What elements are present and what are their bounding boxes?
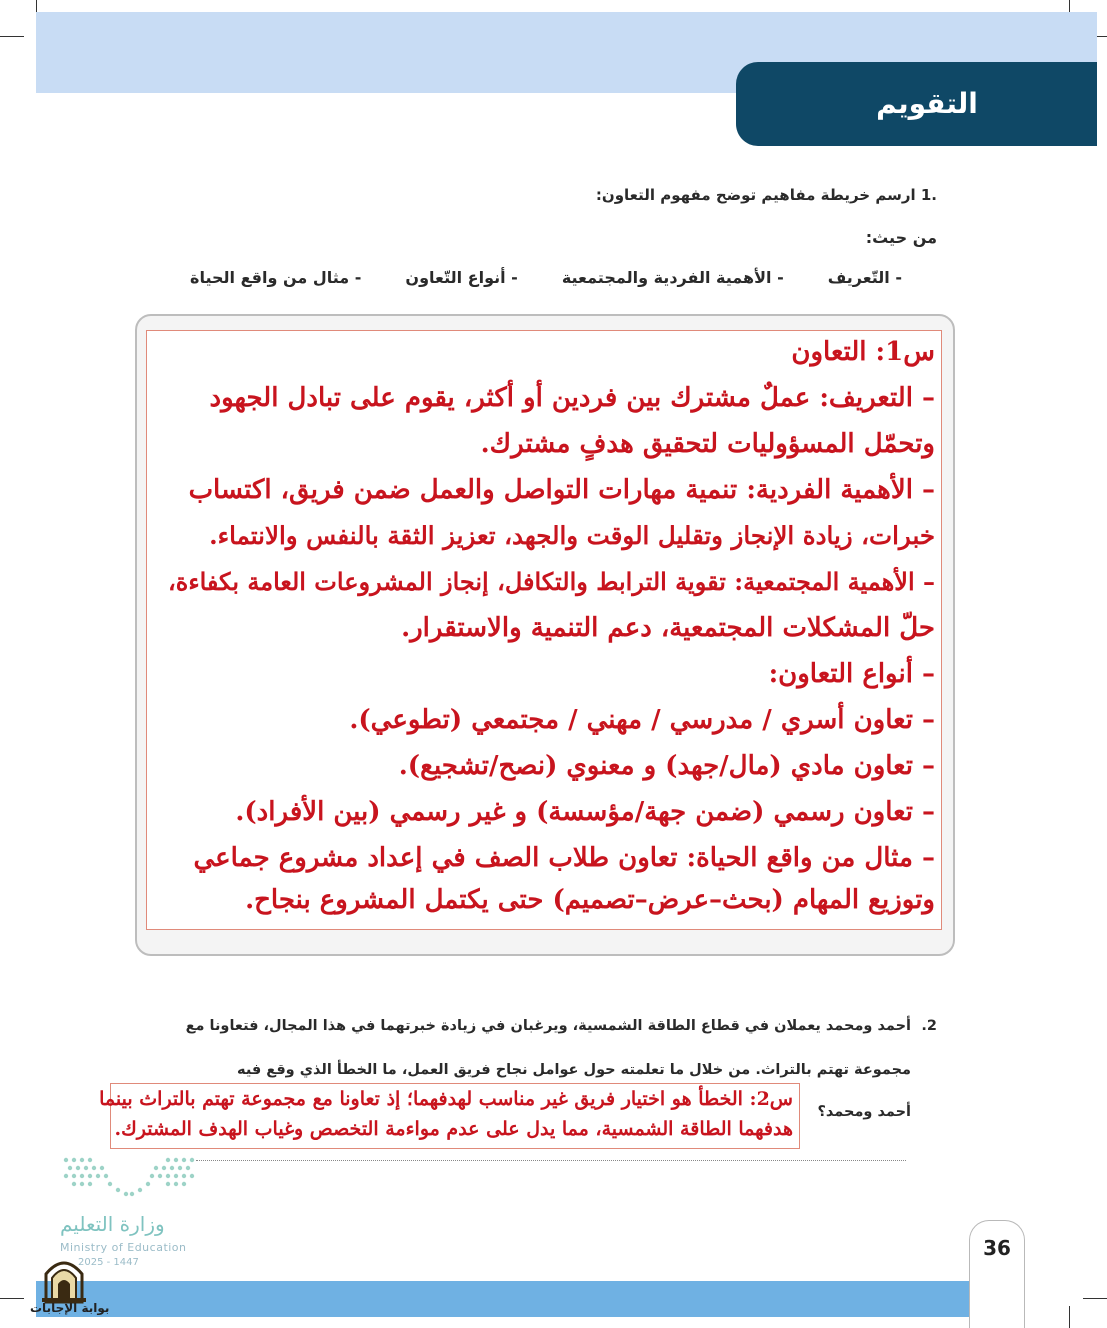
answer-line: حلّ المشكلات المجتمعية، دعم التنمية والاستقرار.: [401, 613, 935, 643]
title-tab: [736, 62, 1097, 146]
answer-line: خبرات، زيادة الإنجاز وتقليل الوقت والجهد، تعزيز الثقة بالنفس والانتماء.: [209, 521, 935, 550]
page-number: 36: [983, 1236, 1011, 1260]
question-1-text: .1 ارسم خريطة مفاهيم توضح مفهوم التعاون:: [595, 186, 937, 204]
ministry-name-english: Ministry of Education: [60, 1241, 187, 1254]
answer-line: س2: الخطأ هو اختيار فريق غير مناسب لهدفهما؛ إذ تعاونا مع مجموعة تهتم بالتراث بينما: [99, 1088, 793, 1110]
criteria-item: - التّعريف: [827, 268, 902, 287]
crop-mark: [1069, 1306, 1070, 1328]
answer-line: س1: التعاون: [791, 337, 935, 367]
ministry-logo-icon: [60, 1152, 200, 1202]
portal-logo-icon: [40, 1254, 88, 1304]
answer-line: – الأهمية الفردية: تنمية مهارات التواصل والعمل ضمن فريق، اكتساب: [188, 475, 935, 505]
answer-line: – تعاون أسري / مدرسي / مهني / مجتمعي (تطوعي).: [349, 705, 935, 735]
answer-line: – الأهمية المجتمعية: تقوية الترابط والتكافل، إنجاز المشروعات العامة بكفاءة،: [168, 567, 935, 596]
answer-line: – أنواع التعاون:: [768, 659, 935, 689]
answer-line: وتحمّل المسؤوليات لتحقيق هدفٍ مشترك.: [480, 429, 935, 459]
answer-line: – تعاون مادي (مال/جهد) و معنوي (نصح/تشجيع).: [398, 751, 935, 781]
ministry-year: 2025 - 1447: [78, 1257, 139, 1268]
answer-2-box: [99, 1083, 800, 1149]
answer-line: هدفهما الطاقة الشمسية، مما يدل على عدم مواءمة التخصص وغياب الهدف المشترك.: [114, 1118, 793, 1140]
crop-mark: [1083, 1298, 1107, 1299]
page-title: التقويم: [876, 87, 978, 120]
question-1-criteria: [190, 268, 902, 287]
answer-line: – مثال من واقع الحياة: تعاون طلاب الصف في إعداد مشروع جماعي: [193, 843, 935, 873]
answer-line: وتوزيع المهام (بحث–عرض–تصميم) حتى يكتمل المشروع بنجاح.: [245, 885, 935, 915]
question-2-text: أحمد ومحمد؟: [817, 1104, 911, 1120]
answer-1-box: [146, 330, 942, 930]
question-2-number: .2: [921, 1018, 937, 1034]
criteria-item: - مثال من واقع الحياة: [190, 268, 362, 287]
criteria-item: - أنواع التّعاون: [405, 268, 518, 287]
footer-band: [36, 1281, 971, 1317]
answer-line: – التعريف: عملٌ مشترك بين فردين أو أكثر، يقوم على تبادل الجهود: [209, 383, 935, 413]
question-2-text: أحمد ومحمد يعملان في قطاع الطاقة الشمسية، ويرغبان في زيادة خبرتهما في هذا المجال، فتعاونا مع: [185, 1018, 911, 1034]
question-1-subheading: من حيث:: [865, 228, 937, 247]
answer-dotted-line: [196, 1160, 906, 1161]
answer-line: – تعاون رسمي (ضمن جهة/مؤسسة) و غير رسمي (بين الأفراد).: [235, 797, 935, 827]
question-2-text: مجموعة تهتم بالتراث. من خلال ما تعلمته حول عوامل نجاح فريق العمل، ما الخطأ الذي وقع فيه: [237, 1062, 911, 1078]
crop-mark: [0, 1298, 24, 1299]
crop-mark: [0, 36, 24, 37]
portal-name: بوابة الإجابات: [30, 1301, 110, 1315]
criteria-item: - الأهمية الفردية والمجتمعية: [561, 268, 784, 287]
ministry-name-arabic: وزارة التعليم: [60, 1212, 165, 1236]
